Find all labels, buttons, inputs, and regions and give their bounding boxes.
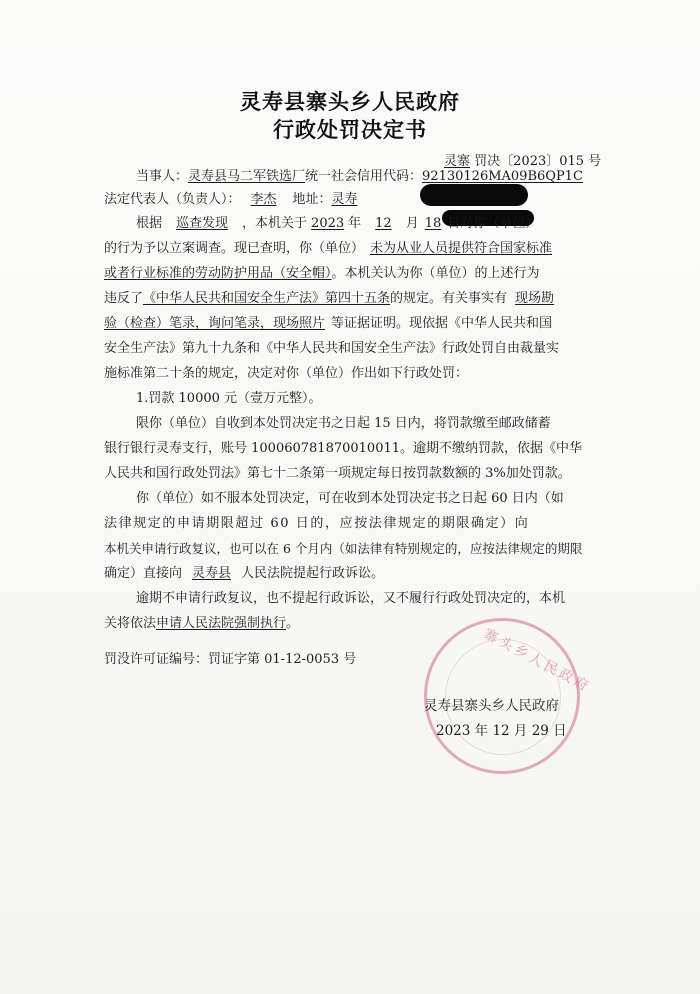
paragraph-1-line-6: 安全生产法》第九十九条和《中华人民共和国安全生产法》行政处罚自由裁量实 <box>104 341 560 356</box>
issuer-title: 灵寿县寨头乡人民政府 <box>240 89 460 114</box>
document-title: 行政处罚决定书 <box>273 117 427 142</box>
seal-text: 寨头乡人民政府 <box>480 625 594 696</box>
penalty-item: 1.罚款 10000 元（壹万元整）。 <box>136 391 322 406</box>
signature-date: 2023 年 12 月 29 日 <box>436 723 567 739</box>
paragraph-3-line-3: 本机关申请行政复议，也可以在 6 个月内（如法律有特别规定的，应按法律规定的期限 <box>104 541 583 556</box>
paragraph-1-line-1: 根据 巡查发现 ，本机关于 2023 年 12 月 18 日对你（单位） <box>136 216 539 231</box>
paragraph-1-line-7: 施标准第二十条的规定，决定对你（单位）作出如下行政处罚： <box>104 366 469 381</box>
paragraph-1-line-5: 验（检查）笔录，询问笔录，现场照片 等证据证明。现依据《中华人民共和国 <box>104 316 553 331</box>
redaction-mark <box>420 184 528 206</box>
party-name: 灵寿县马二军铁选厂 <box>188 169 306 184</box>
paragraph-4-line-2: 关将依法申请人民法院强制执行。 <box>104 616 300 631</box>
paragraph-4-line-1: 逾期不申请行政复议，也不提起行政诉讼，又不履行行政处罚决定的，本机 <box>136 591 566 606</box>
paragraph-1-line-2: 的行为予以立案调查。现已查明，你（单位） 未为从业人员提供符合国家标准 <box>104 241 553 256</box>
document-number: 灵寨 罚决〔2023〕015 号 <box>444 154 602 169</box>
paragraph-2-line-1: 限你（单位）自收到本处罚决定书之日起 15 日内，将罚款缴至邮政储蓄 <box>136 416 551 431</box>
paragraph-3-line-1: 你（单位）如不服本处罚决定，可在收到本处罚决定书之日起 60 日内（如 <box>136 491 564 506</box>
party-line: 当事人：灵寿县马二军铁选厂统一社会信用代码：92130126MA09B6QP1C <box>136 169 583 184</box>
license-number: 罚没许可证编号：罚证字第 01-12-0053 号 <box>104 652 357 667</box>
signature-organization: 灵寿县寨头乡人民政府 <box>424 698 559 714</box>
paragraph-1-line-3: 或者行业标准的劳动防护用品（安全帽）。本机关认为你（单位）的上述行为 <box>104 266 540 281</box>
paragraph-1-line-4: 违反了《中华人民共和国安全生产法》第四十五条的规定。有关事实有 现场勘 <box>104 291 555 306</box>
address-value: 灵寿 <box>331 192 358 207</box>
representative-name: 李杰 <box>250 192 277 207</box>
credit-code: 92130126MA09B6QP1C <box>422 169 583 184</box>
paragraph-2-line-2: 银行银行灵寿支行，账号 10006078187001001​1。逾期不缴纳罚款，依据《中华 <box>104 441 583 456</box>
paragraph-2-line-3: 人民共和国行政处罚法》第七十二条第一项规定每日按罚款数额的 3%加处罚款。 <box>104 466 571 481</box>
paragraph-3-line-4: 确定）直接向 灵寿县 人民法院提起行政诉讼。 <box>104 566 385 581</box>
representative-line: 法定代表人（负责人）： 李杰 地址：灵寿 <box>104 191 428 209</box>
paragraph-3-line-2: 法律规定的申请期限超过 60 日的，应按法律规定的期限确定）向 <box>104 516 530 531</box>
